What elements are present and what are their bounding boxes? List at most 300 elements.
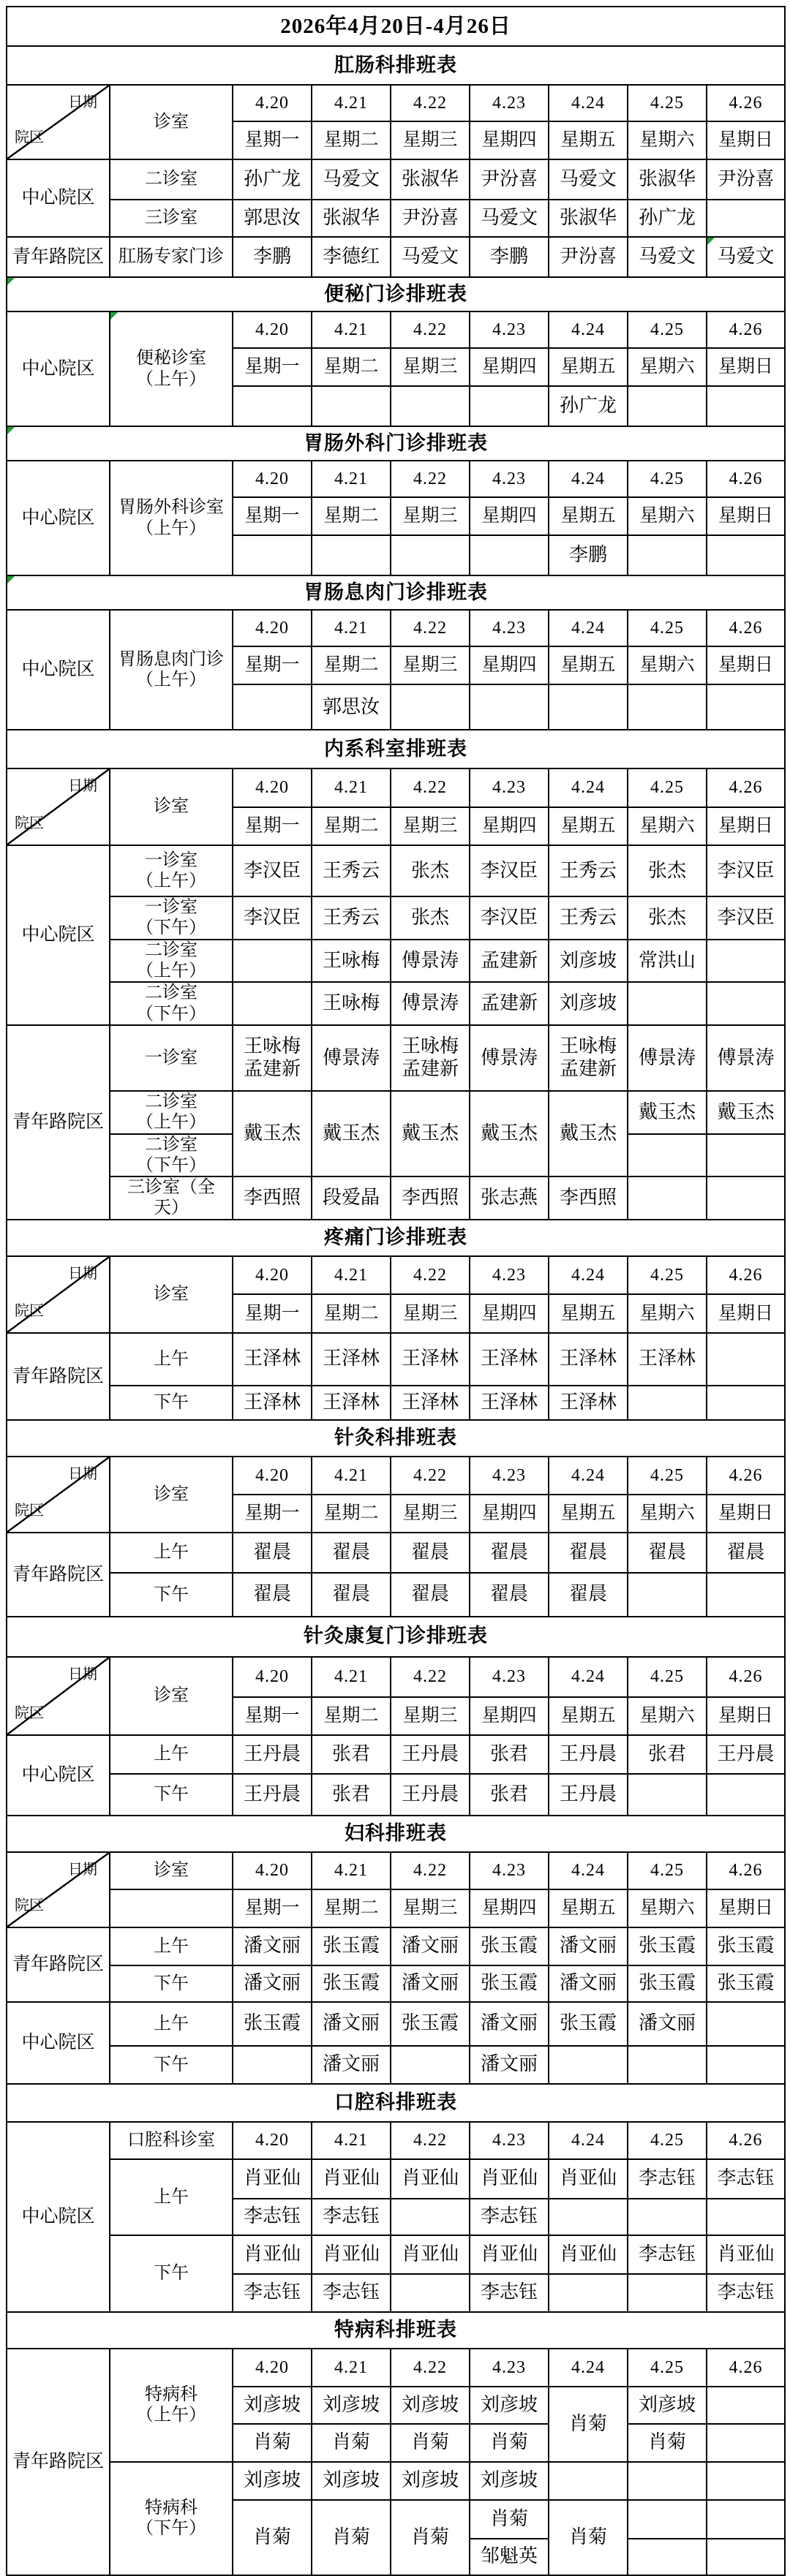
date-header: 4.24 bbox=[549, 1852, 628, 1889]
date-header: 4.21 bbox=[312, 311, 391, 348]
schedule-cell: 王咏梅 bbox=[312, 982, 391, 1025]
weekday-header: 星期四 bbox=[470, 348, 549, 386]
room-label: 上午 bbox=[110, 2159, 233, 2235]
date-header: 4.26 bbox=[707, 311, 785, 348]
room-label: 胃肠外科诊室 （上午） bbox=[110, 461, 233, 575]
weekday-header: 星期日 bbox=[707, 497, 785, 535]
schedule-cell bbox=[707, 1573, 785, 1617]
schedule-cell bbox=[628, 2462, 707, 2500]
schedule-cell bbox=[707, 1333, 785, 1386]
schedule-cell: 刘彦坡 bbox=[470, 2462, 549, 2500]
schedule-sheet bbox=[6, 6, 786, 2576]
room-label: 诊室 bbox=[110, 1852, 233, 1889]
weekday-header: 星期四 bbox=[470, 1889, 549, 1927]
schedule-cell: 戴玉杰 bbox=[470, 1091, 549, 1176]
schedule-cell: 郭思汝 bbox=[233, 200, 312, 237]
weekday-header: 星期六 bbox=[628, 646, 707, 684]
section-title: 便秘门诊排班表 bbox=[7, 277, 785, 311]
schedule-cell: 张淑华 bbox=[312, 200, 391, 237]
schedule-cell: 戴玉杰 bbox=[391, 1091, 470, 1176]
diagonal-header bbox=[7, 85, 110, 159]
weekday-header: 星期二 bbox=[312, 1889, 391, 1927]
schedule-cell: 肖亚仙 bbox=[470, 2159, 549, 2199]
weekday-header: 星期日 bbox=[707, 807, 785, 845]
weekday-header: 星期五 bbox=[549, 646, 628, 684]
schedule-cell: 潘文丽 bbox=[233, 1927, 312, 1965]
room-label: 上午 bbox=[110, 1927, 233, 1965]
schedule-cell: 翟晨 bbox=[470, 1573, 549, 1617]
schedule-cell: 戴玉杰 bbox=[549, 1091, 628, 1176]
date-header: 4.21 bbox=[312, 1657, 391, 1697]
schedule-cell: 傅景涛 bbox=[391, 982, 470, 1025]
weekday-header: 星期二 bbox=[312, 497, 391, 535]
schedule-cell: 李志钰 bbox=[707, 2274, 785, 2312]
date-header: 4.22 bbox=[391, 768, 470, 807]
campus-axis-label: 院区 bbox=[15, 1897, 44, 1914]
date-header: 4.20 bbox=[233, 2349, 312, 2387]
weekday-header: 星期日 bbox=[707, 121, 785, 159]
room-label: 一诊室 （下午） bbox=[110, 896, 233, 940]
weekday-header: 星期一 bbox=[233, 348, 312, 386]
schedule-cell: 李志钰 bbox=[470, 2199, 549, 2235]
schedule-cell: 尹汾喜 bbox=[707, 159, 785, 200]
date-header: 4.21 bbox=[312, 610, 391, 646]
schedule-cell: 王咏梅 孟建新 bbox=[549, 1025, 628, 1091]
schedule-cell: 张淑华 bbox=[391, 159, 470, 200]
schedule-cell: 李志钰 bbox=[707, 2159, 785, 2199]
date-header: 4.23 bbox=[470, 610, 549, 646]
date-header: 4.25 bbox=[628, 2349, 707, 2387]
schedule-cell bbox=[707, 1386, 785, 1420]
schedule-cell: 李鹏 bbox=[470, 237, 549, 277]
schedule-cell bbox=[233, 386, 312, 426]
room-label: 下午 bbox=[110, 2046, 233, 2084]
schedule-cell: 肖菊 bbox=[549, 2387, 628, 2462]
campus-label: 青年路院区 bbox=[7, 2349, 110, 2575]
schedule-cell: 张杰 bbox=[628, 896, 707, 940]
date-header: 4.22 bbox=[391, 1657, 470, 1697]
schedule-cell bbox=[470, 535, 549, 575]
room-label: 二诊室 （下午） bbox=[110, 1134, 233, 1177]
campus-label: 中心院区 bbox=[7, 1735, 110, 1816]
room-label: 下午 bbox=[110, 1573, 233, 1617]
schedule-cell: 肖菊 bbox=[391, 2500, 470, 2575]
schedule-cell: 张杰 bbox=[628, 845, 707, 896]
date-header: 4.21 bbox=[312, 2349, 391, 2387]
weekday-header: 星期六 bbox=[628, 1294, 707, 1333]
schedule-cell: 张玉霞 bbox=[628, 1965, 707, 2002]
weekday-header: 星期六 bbox=[628, 497, 707, 535]
schedule-cell: 王泽林 bbox=[233, 1386, 312, 1420]
date-header: 4.26 bbox=[707, 2349, 785, 2387]
date-header: 4.23 bbox=[470, 1852, 549, 1889]
date-header: 4.23 bbox=[470, 768, 549, 807]
weekday-header: 星期五 bbox=[549, 1697, 628, 1735]
date-header: 4.24 bbox=[549, 311, 628, 348]
weekday-header: 星期五 bbox=[549, 348, 628, 386]
date-header: 4.20 bbox=[233, 311, 312, 348]
date-header: 4.24 bbox=[549, 1457, 628, 1495]
schedule-cell bbox=[707, 2500, 785, 2539]
weekday-header: 星期五 bbox=[549, 497, 628, 535]
weekday-header: 星期二 bbox=[312, 807, 391, 845]
room-label bbox=[110, 1889, 233, 1927]
schedule-cell: 张玉霞 bbox=[470, 1965, 549, 2002]
schedule-cell: 李汉臣 bbox=[470, 845, 549, 896]
schedule-cell bbox=[470, 386, 549, 426]
date-header: 4.24 bbox=[549, 2349, 628, 2387]
schedule-cell bbox=[707, 1134, 785, 1177]
weekday-header: 星期六 bbox=[628, 121, 707, 159]
date-header: 4.22 bbox=[391, 610, 470, 646]
diagonal-header bbox=[7, 1852, 110, 1927]
schedule-cell: 刘彦坡 bbox=[312, 2462, 391, 2500]
date-axis-label: 日期 bbox=[68, 94, 97, 110]
date-axis-label: 日期 bbox=[68, 1666, 97, 1682]
campus-label: 中心院区 bbox=[7, 311, 110, 426]
room-label: 特病科 （上午） bbox=[110, 2349, 233, 2462]
weekday-header: 星期二 bbox=[312, 348, 391, 386]
room-label: 诊室 bbox=[110, 1256, 233, 1333]
schedule-cell: 李志钰 bbox=[470, 2274, 549, 2312]
schedule-cell: 张玉霞 bbox=[628, 1927, 707, 1965]
schedule-cell bbox=[549, 2274, 628, 2312]
date-header: 4.25 bbox=[628, 1457, 707, 1495]
schedule-cell: 王丹晨 bbox=[549, 1774, 628, 1816]
room-label: 三诊室 bbox=[110, 200, 233, 237]
schedule-cell: 潘文丽 bbox=[628, 2002, 707, 2046]
room-label: 一诊室 （上午） bbox=[110, 845, 233, 896]
schedule-cell: 孟建新 bbox=[470, 982, 549, 1025]
date-header: 4.21 bbox=[312, 1256, 391, 1294]
schedule-cell bbox=[628, 1386, 707, 1420]
weekday-header: 星期日 bbox=[707, 348, 785, 386]
weekday-header: 星期一 bbox=[233, 121, 312, 159]
date-axis-label: 日期 bbox=[68, 778, 97, 794]
weekday-header: 星期一 bbox=[233, 497, 312, 535]
weekday-header: 星期六 bbox=[628, 348, 707, 386]
schedule-cell: 李汉臣 bbox=[470, 896, 549, 940]
campus-axis-label: 院区 bbox=[15, 129, 44, 146]
weekday-header: 星期五 bbox=[549, 1294, 628, 1333]
schedule-cell: 尹汾喜 bbox=[391, 200, 470, 237]
weekday-header: 星期六 bbox=[628, 807, 707, 845]
schedule-cell: 李德红 bbox=[312, 237, 391, 277]
weekday-header: 星期日 bbox=[707, 1697, 785, 1735]
date-header: 4.20 bbox=[233, 1457, 312, 1495]
room-label: 肛肠专家门诊 bbox=[110, 237, 233, 277]
schedule-cell: 马爱文 bbox=[470, 200, 549, 237]
main-title: 2026年4月20日-4月26日 bbox=[7, 7, 785, 46]
schedule-cell: 肖菊 bbox=[312, 2500, 391, 2575]
date-header: 4.22 bbox=[391, 1457, 470, 1495]
weekday-header: 星期五 bbox=[549, 807, 628, 845]
schedule-cell: 肖亚仙 bbox=[233, 2159, 312, 2199]
date-header: 4.24 bbox=[549, 2122, 628, 2159]
diagonal-header bbox=[7, 1657, 110, 1735]
section-title: 妇科排班表 bbox=[7, 1816, 785, 1852]
schedule-cell: 肖亚仙 bbox=[549, 2159, 628, 2199]
schedule-cell: 肖亚仙 bbox=[233, 2235, 312, 2274]
schedule-cell: 戴玉杰 bbox=[233, 1091, 312, 1176]
diagonal-header bbox=[7, 1256, 110, 1333]
schedule-cell bbox=[707, 1176, 785, 1220]
schedule-cell: 郭思汝 bbox=[312, 684, 391, 730]
schedule-cell: 王丹晨 bbox=[707, 1735, 785, 1774]
room-label: 诊室 bbox=[110, 1457, 233, 1533]
schedule-cell: 张玉霞 bbox=[233, 2002, 312, 2046]
room-label: 诊室 bbox=[110, 768, 233, 845]
schedule-cell: 王咏梅 孟建新 bbox=[233, 1025, 312, 1091]
schedule-cell: 傅景涛 bbox=[470, 1025, 549, 1091]
date-axis-label: 日期 bbox=[68, 1265, 97, 1282]
schedule-cell: 张玉霞 bbox=[391, 2002, 470, 2046]
date-header: 4.20 bbox=[233, 461, 312, 497]
schedule-cell: 潘文丽 bbox=[470, 2046, 549, 2084]
weekday-header: 星期三 bbox=[391, 1294, 470, 1333]
schedule-cell: 肖菊 bbox=[391, 2424, 470, 2462]
schedule-cell: 张玉霞 bbox=[470, 1927, 549, 1965]
schedule-cell: 潘文丽 bbox=[233, 1965, 312, 2002]
room-label: 口腔科诊室 bbox=[110, 2122, 233, 2159]
schedule-cell: 王丹晨 bbox=[391, 1774, 470, 1816]
schedule-cell: 张玉霞 bbox=[312, 1927, 391, 1965]
schedule-cell bbox=[549, 2046, 628, 2084]
schedule-cell: 王泽林 bbox=[549, 1386, 628, 1420]
schedule-cell: 孙广龙 bbox=[628, 200, 707, 237]
schedule-cell bbox=[628, 1134, 707, 1177]
weekday-header: 星期日 bbox=[707, 1495, 785, 1533]
schedule-cell: 李汉臣 bbox=[233, 896, 312, 940]
schedule-cell: 刘彦坡 bbox=[233, 2387, 312, 2424]
schedule-cell: 张玉霞 bbox=[707, 1965, 785, 2002]
date-header: 4.25 bbox=[628, 2122, 707, 2159]
date-header: 4.26 bbox=[707, 461, 785, 497]
date-header: 4.26 bbox=[707, 768, 785, 807]
room-label: 上午 bbox=[110, 1533, 233, 1573]
schedule-cell: 刘彦坡 bbox=[628, 2387, 707, 2424]
weekday-header: 星期二 bbox=[312, 646, 391, 684]
weekday-header: 星期四 bbox=[470, 1495, 549, 1533]
schedule-cell bbox=[628, 2046, 707, 2084]
schedule-cell: 王秀云 bbox=[549, 896, 628, 940]
date-header: 4.23 bbox=[470, 461, 549, 497]
section-title: 口腔科排班表 bbox=[7, 2084, 785, 2122]
section-title: 特病科排班表 bbox=[7, 2312, 785, 2349]
schedule-cell: 王咏梅 孟建新 bbox=[391, 1025, 470, 1091]
section-title: 肛肠科排班表 bbox=[7, 46, 785, 85]
campus-label: 青年路院区 bbox=[7, 1927, 110, 2002]
schedule-cell: 李鹏 bbox=[233, 237, 312, 277]
campus-label: 中心院区 bbox=[7, 2122, 110, 2312]
date-header: 4.25 bbox=[628, 311, 707, 348]
room-label: 二诊室 bbox=[110, 159, 233, 200]
weekday-header: 星期一 bbox=[233, 807, 312, 845]
schedule-cell bbox=[549, 2462, 628, 2500]
schedule-cell: 李汉臣 bbox=[707, 845, 785, 896]
schedule-cell: 肖亚仙 bbox=[707, 2235, 785, 2274]
schedule-cell: 肖菊 bbox=[470, 2500, 549, 2539]
schedule-cell bbox=[628, 2274, 707, 2312]
schedule-cell bbox=[312, 535, 391, 575]
section-title: 内系科室排班表 bbox=[7, 730, 785, 768]
schedule-cell bbox=[628, 684, 707, 730]
weekday-header: 星期四 bbox=[470, 1294, 549, 1333]
date-header: 4.26 bbox=[707, 1256, 785, 1294]
weekday-header: 星期五 bbox=[549, 1495, 628, 1533]
schedule-cell bbox=[233, 535, 312, 575]
schedule-cell: 马爱文 bbox=[628, 237, 707, 277]
schedule-cell bbox=[391, 386, 470, 426]
schedule-cell: 张玉霞 bbox=[707, 1927, 785, 1965]
schedule-cell bbox=[549, 684, 628, 730]
schedule-cell: 肖亚仙 bbox=[549, 2235, 628, 2274]
room-label: 胃肠息肉门诊 （上午） bbox=[110, 610, 233, 730]
date-header: 4.20 bbox=[233, 610, 312, 646]
schedule-cell: 潘文丽 bbox=[470, 2002, 549, 2046]
weekday-header: 星期日 bbox=[707, 646, 785, 684]
date-header: 4.20 bbox=[233, 2122, 312, 2159]
schedule-cell: 刘彦坡 bbox=[391, 2462, 470, 2500]
schedule-cell bbox=[391, 535, 470, 575]
schedule-cell bbox=[707, 2424, 785, 2462]
campus-label: 中心院区 bbox=[7, 159, 110, 237]
date-header: 4.24 bbox=[549, 1256, 628, 1294]
date-axis-label: 日期 bbox=[68, 1861, 97, 1878]
schedule-cell: 肖亚仙 bbox=[391, 2159, 470, 2199]
campus-label: 青年路院区 bbox=[7, 237, 110, 277]
date-header: 4.21 bbox=[312, 768, 391, 807]
schedule-cell: 肖菊 bbox=[549, 2500, 628, 2575]
schedule-cell: 李志钰 bbox=[233, 2274, 312, 2312]
schedule-cell bbox=[707, 1774, 785, 1816]
schedule-cell: 李志钰 bbox=[628, 2235, 707, 2274]
date-header: 4.25 bbox=[628, 461, 707, 497]
schedule-cell bbox=[549, 2199, 628, 2235]
section-title: 胃肠外科门诊排班表 bbox=[7, 426, 785, 461]
schedule-cell bbox=[628, 1573, 707, 1617]
date-header: 4.25 bbox=[628, 1256, 707, 1294]
schedule-cell bbox=[628, 2539, 707, 2575]
campus-label: 青年路院区 bbox=[7, 1025, 110, 1220]
date-header: 4.25 bbox=[628, 85, 707, 121]
schedule-cell: 李西照 bbox=[391, 1176, 470, 1220]
schedule-cell: 尹汾喜 bbox=[549, 237, 628, 277]
schedule-cell: 戴玉杰 bbox=[312, 1091, 391, 1176]
section-title: 针灸康复门诊排班表 bbox=[7, 1617, 785, 1657]
schedule-cell: 潘文丽 bbox=[391, 1965, 470, 2002]
schedule-cell: 王泽林 bbox=[312, 1386, 391, 1420]
weekday-header: 星期五 bbox=[549, 121, 628, 159]
room-label: 特病科 （下午） bbox=[110, 2462, 233, 2575]
schedule-cell: 王泽林 bbox=[470, 1333, 549, 1386]
schedule-cell bbox=[312, 386, 391, 426]
room-label: 下午 bbox=[110, 2235, 233, 2312]
date-header: 4.23 bbox=[470, 311, 549, 348]
schedule-cell: 张玉霞 bbox=[312, 1965, 391, 2002]
schedule-cell: 王秀云 bbox=[312, 896, 391, 940]
date-header: 4.22 bbox=[391, 85, 470, 121]
section-title: 胃肠息肉门诊排班表 bbox=[7, 575, 785, 610]
schedule-cell: 翟晨 bbox=[233, 1533, 312, 1573]
weekday-header: 星期四 bbox=[470, 646, 549, 684]
date-header: 4.21 bbox=[312, 1852, 391, 1889]
schedule-cell bbox=[628, 982, 707, 1025]
schedule-cell: 王泽林 bbox=[391, 1386, 470, 1420]
schedule-cell: 刘彦坡 bbox=[233, 2462, 312, 2500]
schedule-cell: 傅景涛 bbox=[628, 1025, 707, 1091]
date-header: 4.20 bbox=[233, 1657, 312, 1697]
schedule-cell: 翟晨 bbox=[312, 1533, 391, 1573]
room-label: 诊室 bbox=[110, 85, 233, 159]
section-title: 针灸科排班表 bbox=[7, 1420, 785, 1457]
schedule-cell: 张杰 bbox=[391, 845, 470, 896]
date-header: 4.24 bbox=[549, 768, 628, 807]
room-label: 二诊室 （上午） bbox=[110, 940, 233, 983]
schedule-cell: 邹魁英 bbox=[470, 2539, 549, 2575]
weekday-header: 星期四 bbox=[470, 121, 549, 159]
schedule-cell: 张淑华 bbox=[628, 159, 707, 200]
schedule-cell bbox=[391, 2199, 470, 2235]
room-label: 上午 bbox=[110, 2002, 233, 2046]
campus-label: 中心院区 bbox=[7, 610, 110, 730]
schedule-cell: 马爱文 bbox=[312, 159, 391, 200]
schedule-cell bbox=[707, 535, 785, 575]
weekday-header: 星期三 bbox=[391, 1697, 470, 1735]
schedule-cell: 戴玉杰 bbox=[628, 1091, 707, 1134]
schedule-cell: 潘文丽 bbox=[312, 2046, 391, 2084]
date-header: 4.22 bbox=[391, 1256, 470, 1294]
schedule-cell: 王泽林 bbox=[549, 1333, 628, 1386]
schedule-cell bbox=[391, 2274, 470, 2312]
weekday-header: 星期二 bbox=[312, 1495, 391, 1533]
weekday-header: 星期六 bbox=[628, 1495, 707, 1533]
schedule-cell bbox=[391, 2046, 470, 2084]
date-header: 4.26 bbox=[707, 2122, 785, 2159]
campus-label: 青年路院区 bbox=[7, 1533, 110, 1617]
weekday-header: 星期四 bbox=[470, 1697, 549, 1735]
schedule-cell: 戴玉杰 bbox=[707, 1091, 785, 1134]
weekday-header: 星期日 bbox=[707, 1294, 785, 1333]
schedule-cell: 李志钰 bbox=[312, 2199, 391, 2235]
schedule-cell: 王泽林 bbox=[233, 1333, 312, 1386]
schedule-cell: 王秀云 bbox=[312, 845, 391, 896]
schedule-cell: 张淑华 bbox=[549, 200, 628, 237]
date-header: 4.23 bbox=[470, 2349, 549, 2387]
schedule-cell: 肖菊 bbox=[470, 2424, 549, 2462]
campus-label: 中心院区 bbox=[7, 2002, 110, 2084]
campus-axis-label: 院区 bbox=[15, 1705, 44, 1722]
date-header: 4.26 bbox=[707, 1657, 785, 1697]
room-label: 三诊室（全 天） bbox=[110, 1176, 233, 1220]
schedule-cell: 潘文丽 bbox=[312, 2002, 391, 2046]
schedule-cell bbox=[233, 940, 312, 983]
schedule-cell: 张君 bbox=[470, 1735, 549, 1774]
diagonal-header bbox=[7, 768, 110, 845]
date-header: 4.23 bbox=[470, 1457, 549, 1495]
schedule-cell: 李鹏 bbox=[549, 535, 628, 575]
schedule-cell bbox=[628, 2199, 707, 2235]
schedule-cell: 翟晨 bbox=[391, 1573, 470, 1617]
weekday-header: 星期一 bbox=[233, 1294, 312, 1333]
date-header: 4.22 bbox=[391, 2349, 470, 2387]
date-axis-label: 日期 bbox=[68, 1465, 97, 1482]
schedule-cell: 张君 bbox=[312, 1774, 391, 1816]
date-header: 4.21 bbox=[312, 2122, 391, 2159]
schedule-cell: 张君 bbox=[470, 1774, 549, 1816]
schedule-cell bbox=[707, 2462, 785, 2500]
schedule-cell: 张君 bbox=[312, 1735, 391, 1774]
